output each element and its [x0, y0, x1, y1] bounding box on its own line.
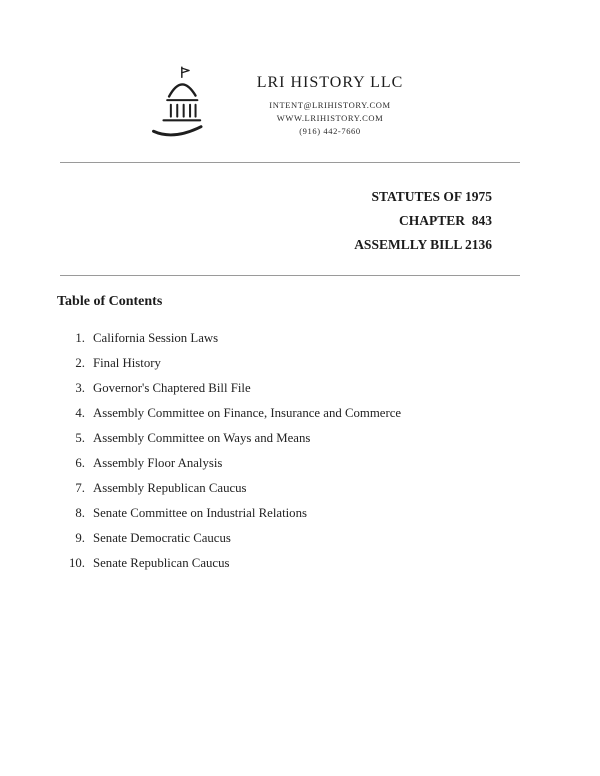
toc-item-number: 5.	[75, 431, 85, 445]
toc-item	[57, 426, 540, 451]
toc-item	[57, 526, 540, 551]
toc-item-number: 6.	[75, 456, 85, 470]
statute-year: STATUTES OF 1975	[371, 189, 492, 204]
statute-bill: ASSEMLLY BILL 2136	[354, 237, 492, 252]
toc-item-label: California Session Laws	[93, 331, 219, 345]
toc-item-label: Assembly Committee on Finance, Insurance and Commerce	[93, 406, 402, 420]
toc-item-number: 7.	[75, 481, 85, 495]
toc-title: Table of Contents	[57, 294, 163, 309]
toc-item-label: Governor's Chaptered Bill File	[93, 381, 251, 395]
toc-item	[57, 476, 540, 501]
toc-item-number: 9.	[75, 531, 85, 545]
table-of-contents	[57, 294, 540, 576]
divider-bottom	[60, 275, 520, 276]
toc-list	[57, 326, 540, 576]
toc-item	[57, 376, 540, 401]
company-email: INTENT@LRIHISTORY.COM	[269, 100, 391, 110]
toc-item-label: Senate Committee on Industrial Relations	[93, 506, 307, 520]
company-name: LRI HISTORY LLC	[256, 74, 404, 91]
divider-top	[60, 162, 520, 163]
toc-item-number: 1.	[75, 331, 85, 345]
toc-item	[57, 551, 540, 576]
toc-item-number: 3.	[75, 381, 85, 395]
toc-item	[57, 326, 540, 351]
company-phone: (916) 442-7660	[299, 126, 361, 136]
toc-item-number: 8.	[75, 506, 85, 520]
toc-item-number: 10.	[69, 556, 85, 570]
letterhead-text	[220, 74, 440, 138]
letterhead	[60, 60, 520, 156]
capitol-sketch-icon	[148, 62, 212, 142]
toc-item-label: Assembly Committee on Ways and Means	[93, 431, 311, 445]
toc-item	[57, 501, 540, 526]
statute-block	[60, 185, 492, 257]
toc-item-number: 4.	[75, 406, 85, 420]
toc-item	[57, 351, 540, 376]
toc-item-label: Senate Republican Caucus	[93, 556, 230, 570]
toc-item-label: Final History	[93, 356, 161, 370]
toc-item	[57, 401, 540, 426]
toc-item	[57, 451, 540, 476]
company-website: WWW.LRIHISTORY.COM	[276, 113, 384, 123]
toc-item-number: 2.	[75, 356, 85, 370]
toc-item-label: Assembly Republican Caucus	[93, 481, 247, 495]
statute-chapter: CHAPTER 843	[398, 213, 492, 228]
toc-item-label: Assembly Floor Analysis	[93, 456, 223, 470]
toc-item-label: Senate Democratic Caucus	[93, 531, 231, 545]
